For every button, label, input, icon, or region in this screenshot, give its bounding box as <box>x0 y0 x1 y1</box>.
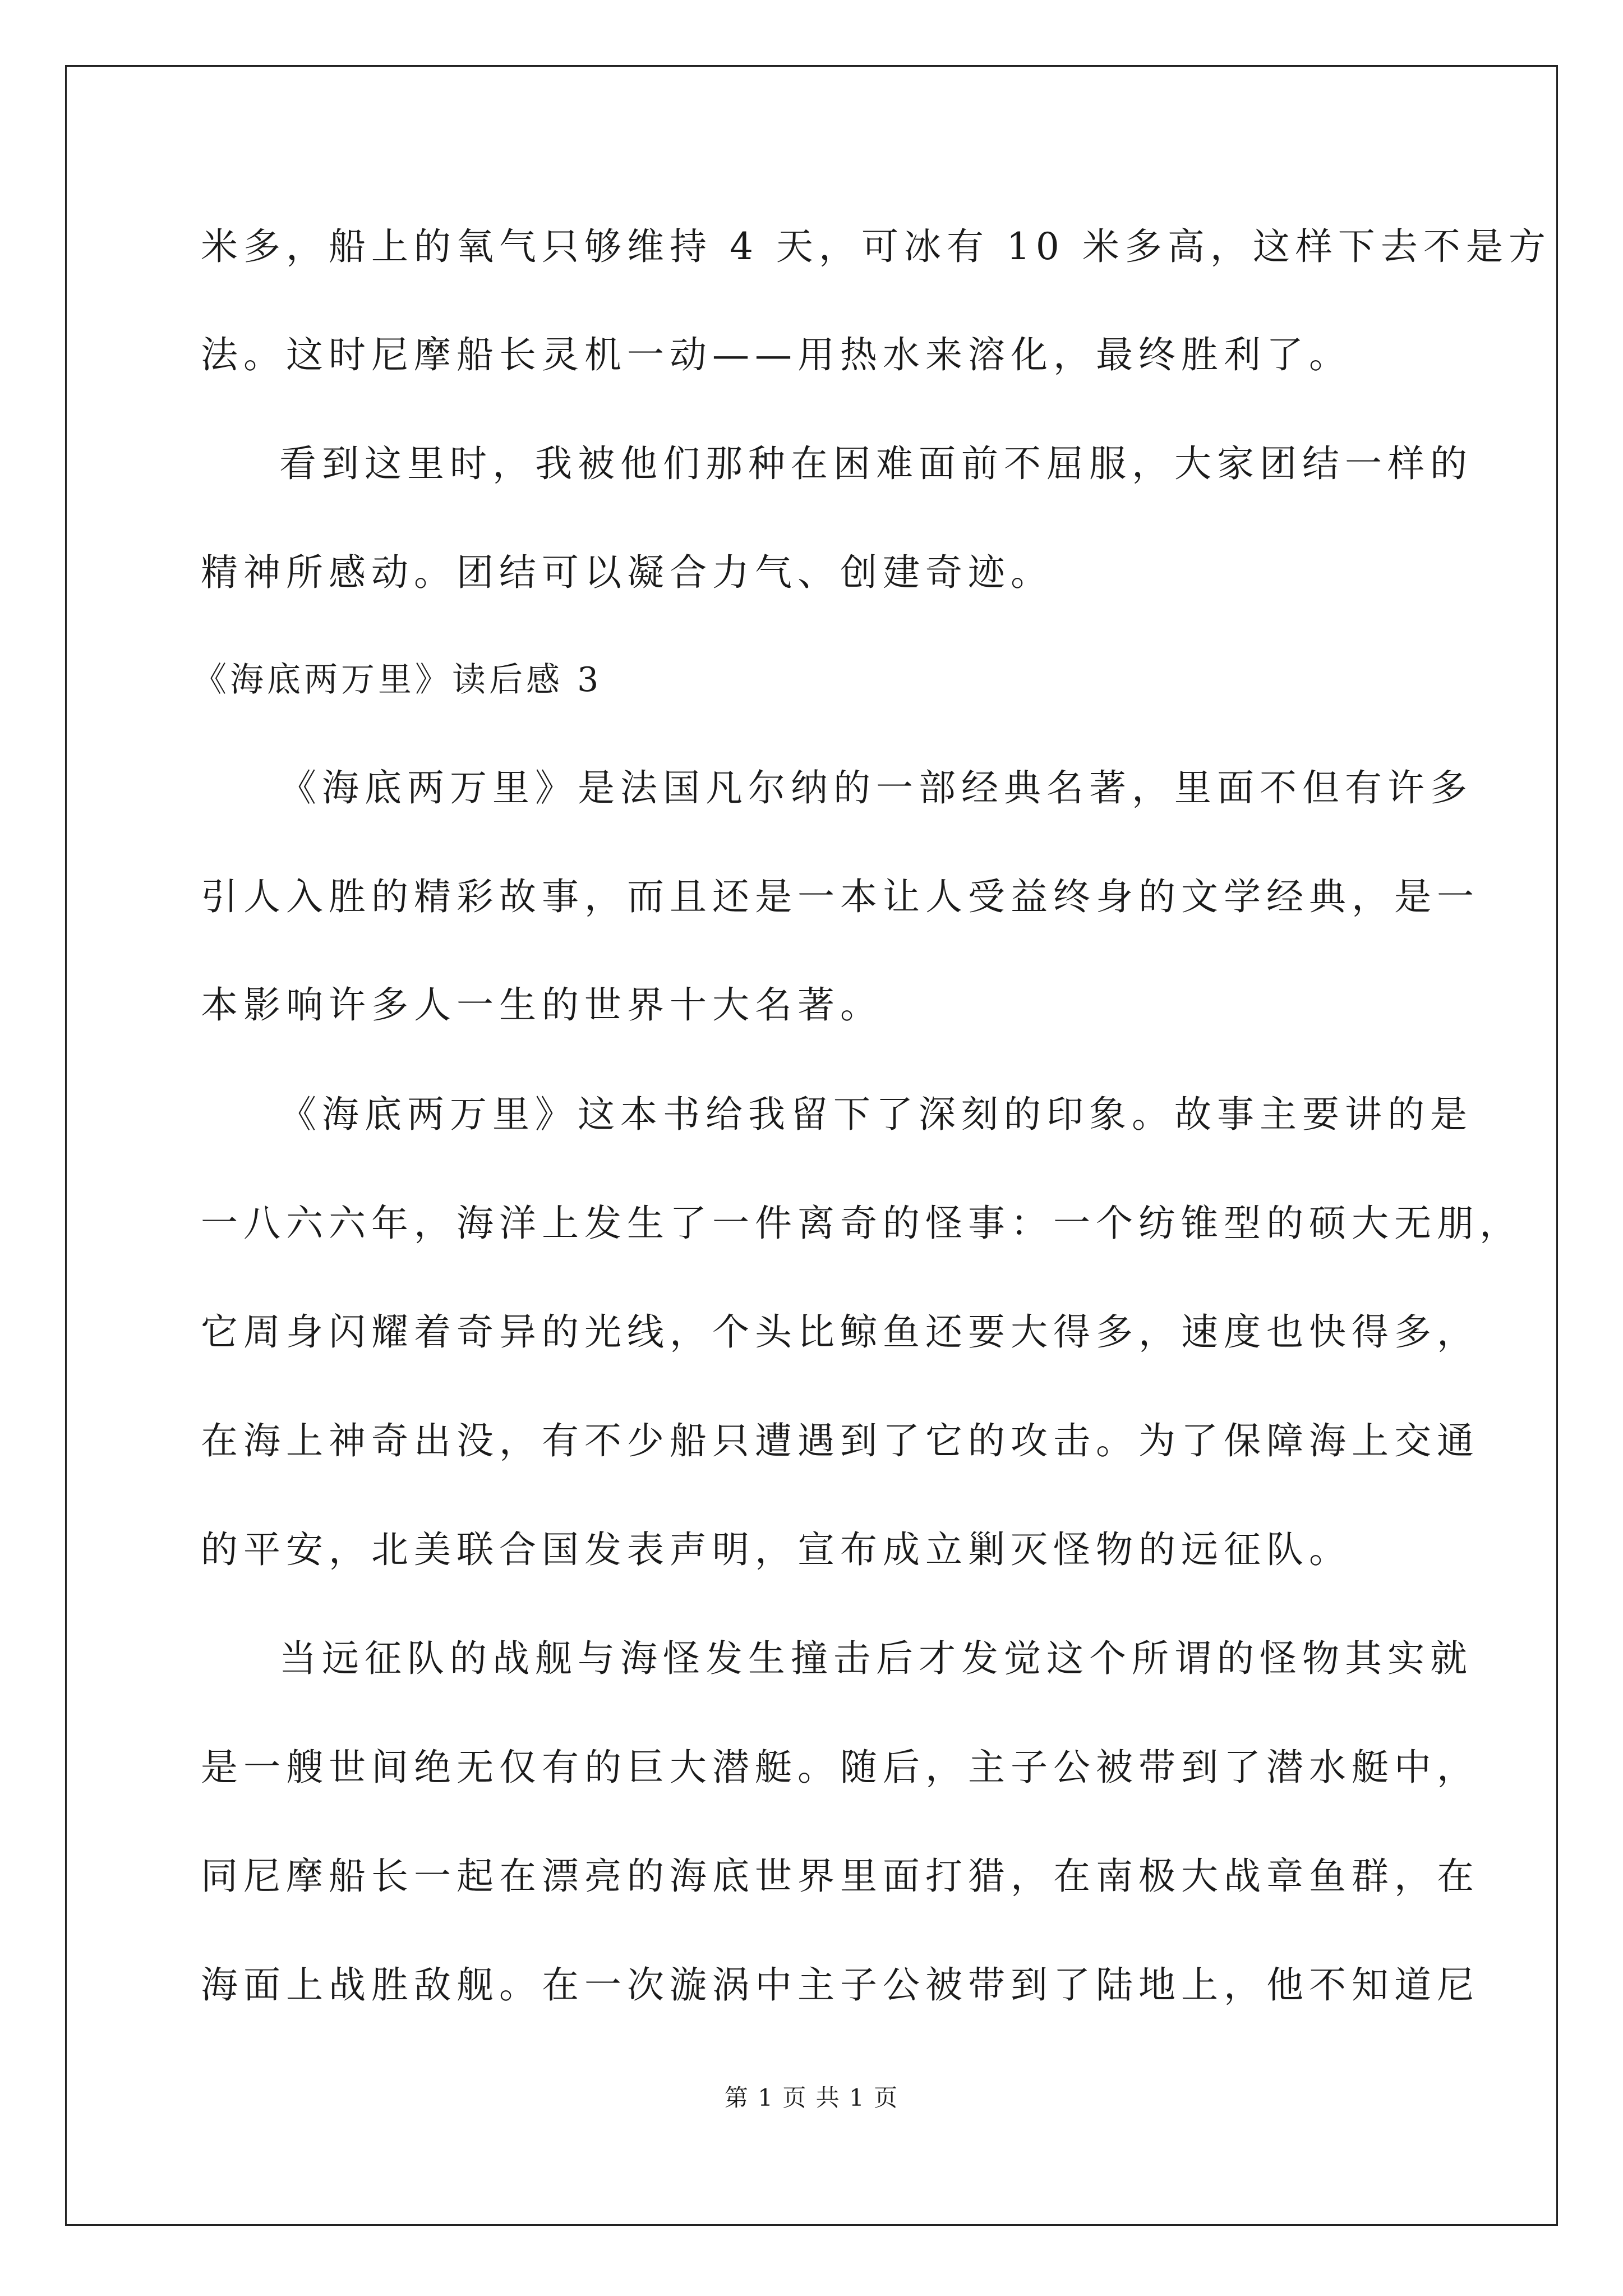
text-line: 的平安，北美联合国发表声明，宣布成立剿灭怪物的远征队。 <box>201 1528 1352 1571</box>
text-line: 同尼摩船长一起在漂亮的海底世界里面打猎，在南极大战章鱼群，在 <box>201 1855 1479 1898</box>
paragraph-start-line: 《海底两万里》是法国凡尔纳的一部经典名著，里面不但有许多 <box>279 766 1473 809</box>
text-line: 海面上战胜敌舰。在一次漩涡中主子公被带到了陆地上，他不知道尼 <box>201 1963 1479 2007</box>
text-line: 本影响许多人一生的世界十大名著。 <box>201 983 883 1027</box>
text-line: 在海上神奇出没，有不少船只遭遇到了它的攻击。为了保障海上交通 <box>201 1419 1479 1462</box>
text-line: 精神所感动。团结可以凝合力气、创建奇迹。 <box>201 551 1053 594</box>
text-line: 法。这时尼摩船长灵机一动——用热水来溶化，最终胜利了。 <box>201 333 1352 376</box>
section-heading: 《海底两万里》读后感 3 <box>193 660 602 700</box>
text-line: 它周身闪耀着奇异的光线，个头比鲸鱼还要大得多，速度也快得多， <box>201 1310 1479 1354</box>
paragraph-start-line: 《海底两万里》这本书给我留下了深刻的印象。故事主要讲的是 <box>279 1093 1473 1136</box>
text-line: 是一艘世间绝无仅有的巨大潜艇。随后，主子公被带到了潜水艇中， <box>201 1746 1479 1789</box>
text-line: 米多，船上的氧气只够维持 4 天，可冰有 10 米多高，这样下去不是方 <box>201 225 1551 268</box>
paragraph-start-line: 看到这里时，我被他们那种在困难面前不屈服，大家团结一样的 <box>279 442 1473 485</box>
text-line: 引人入胜的精彩故事，而且还是一本让人受益终身的文学经典，是一 <box>201 875 1479 918</box>
page-number-footer: 第 1 页 共 1 页 <box>724 2084 899 2111</box>
paragraph-start-line: 当远征队的战舰与海怪发生撞击后才发觉这个所谓的怪物其实就 <box>279 1637 1473 1680</box>
text-line: 一八六六年，海洋上发生了一件离奇的怪事：一个纺锥型的硕大无朋， <box>201 1202 1522 1245</box>
